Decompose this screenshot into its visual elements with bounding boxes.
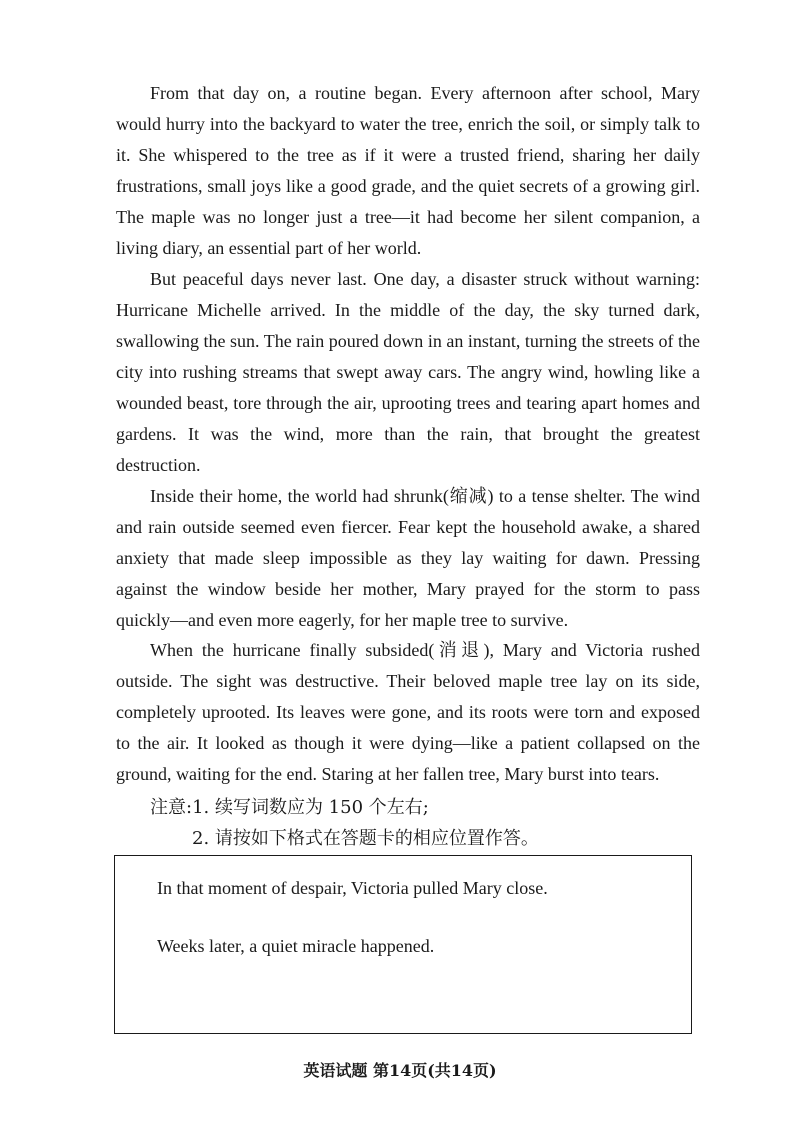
instruction-note-word-count: 注意:1. 续写词数应为 150 个左右; (150, 797, 429, 818)
story-paragraph-4: When the hurricane finally subsided(消退), Mary and Victoria rushed outside. The sight was destructive. Their beloved maple tree lay on its side, completely uprooted. Its leaves were gone, and its roots were torn and exposed to the air. It looked as though it were dying—like a patient collapsed on the ground, waiting for the end. Staring at her fallen tree, Mary burst into tears. (116, 640, 700, 784)
story-paragraph-1: From that day on, a routine began. Every afternoon after school, Mary would hurry into the backyard to water the tree, enrich the soil, or simply talk to it. She whispered to the tree as if it were a trusted friend, sharing her daily frustrations, small joys like a good grade, and the quiet secrets of a growing girl. The maple was no longer just a tree—it had become her silent companion, a living diary, an essential part of her world. (116, 83, 700, 258)
instruction-note-format: 2. 请按如下格式在答题卡的相应位置作答。 (192, 828, 539, 849)
page-footer: 英语试题 第14页(共14页) (303, 1061, 497, 1080)
answer-box-starter-1: In that moment of despair, Victoria pulled Mary close. (157, 878, 548, 898)
story-paragraph-3: Inside their home, the world had shrunk(缩减) to a tense shelter. The wind and rain outside seemed even fiercer. Fear kept the household awake, a shared anxiety that made sleep impossible as they lay waiting for dawn. Pressing against the window beside her mother, Mary prayed for the storm to pass quickly—and even more eagerly, for her maple tree to survive. (116, 486, 700, 630)
answer-box (114, 855, 692, 1034)
story-paragraph-2: But peaceful days never last. One day, a disaster struck without warning: Hurricane Michelle arrived. In the middle of the day, the sky turned dark, swallowing the sun. The rain poured down in an instant, turning the streets of the city into rushing streams that swept away cars. The angry wind, howling like a wounded beast, tore through the air, uprooting trees and tearing apart homes and gardens. It was the wind, more than the rain, that brought the greatest destruction. (116, 269, 700, 475)
answer-box-starter-2: Weeks later, a quiet miracle happened. (157, 936, 435, 956)
